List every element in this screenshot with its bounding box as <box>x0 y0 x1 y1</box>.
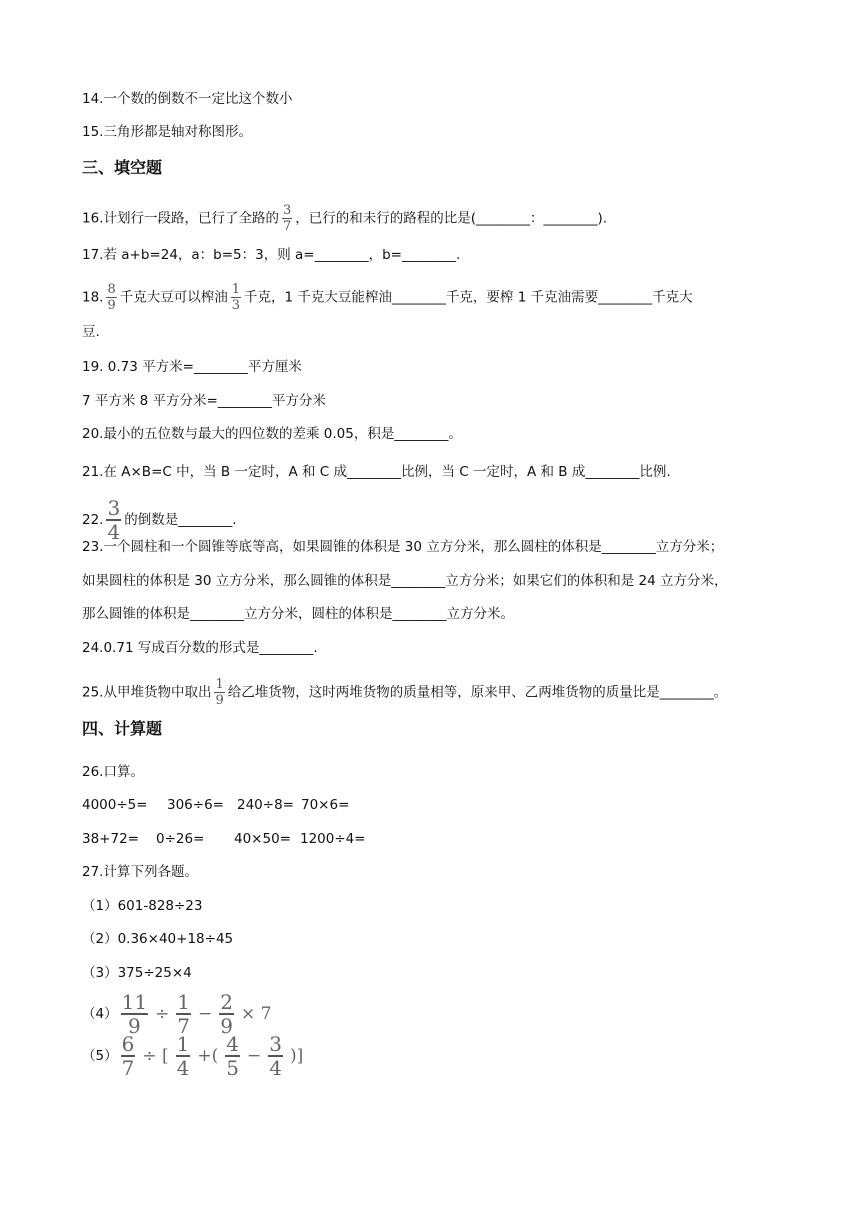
question-23-line-1: 23.一个圆柱和一个圆锥等底等高，如果圆锥的体积是 30 立方分米，那么圆柱的体积是________立方分米； <box>82 539 724 555</box>
question-24: 24.0.71 写成百分数的形式是________. <box>82 640 318 656</box>
fraction-11-9: $\frac{11}{9}$ <box>121 990 148 1038</box>
question-18-continuation: 豆. <box>82 324 100 340</box>
oral-item: 240÷8= <box>237 797 294 813</box>
fraction-6-7: $\frac{6}{7}$ <box>121 1032 135 1080</box>
question-15: 15.三角形都是轴对称图形。 <box>82 124 252 140</box>
calc-item-3: （3）375÷25×4 <box>82 965 192 981</box>
oral-row-1 <box>82 795 349 815</box>
section-heading-fill-in: 三、填空题 <box>82 158 163 177</box>
fraction-1-9: $\frac{1}{9}$ <box>215 677 224 708</box>
calc-item-5: （5） $\frac{6}{7}$ ÷ [ $\frac{1}{4}$ +( $\frac{4}{5}$ − $\frac{3}{4}$ )] <box>82 1032 304 1080</box>
fraction-3-4: $\frac{3}{4}$ <box>269 1032 282 1080</box>
calc-item-4: （4） $\frac{11}{9}$ ÷ $\frac{1}{7}$ − $\frac{2}{9}$ × 7 <box>82 990 272 1038</box>
oral-row-2 <box>82 829 366 849</box>
question-23-line-2: 如果圆柱的体积是 30 立方分米，那么圆锥的体积是________立方分米；如果它们的体积和是 24 立方分米， <box>82 573 728 589</box>
question-19-part-a: 19. 0.73 平方米=________平方厘米 <box>82 359 302 375</box>
oral-item: 38+72= <box>82 831 139 847</box>
question-26: 26.口算。 <box>82 764 144 780</box>
oral-item: 70×6= <box>301 797 350 813</box>
fraction-3-7: $\frac{3}{7}$ <box>282 203 292 234</box>
fraction-1-3: $\frac{1}{3}$ <box>231 282 241 313</box>
question-22: 22. $\frac{3}{4}$ 的倒数是________. <box>82 496 237 544</box>
question-21: 21.在 A×B=C 中，当 B 一定时，A 和 C 成________比例，当 C 一定时，A 和 B 成________比例. <box>82 464 671 480</box>
fraction-3-4: $\frac{3}{4}$ <box>107 496 121 544</box>
oral-item: 4000÷5= <box>82 797 148 813</box>
question-17: 17.若 a+b=24，a：b=5：3，则 a=________，b=________. <box>82 247 461 263</box>
fraction-4-5: $\frac{4}{5}$ <box>226 1032 239 1080</box>
question-23-line-3: 那么圆锥的体积是________立方分米，圆柱的体积是________立方分米。 <box>82 606 514 622</box>
question-14: 14.一个数的倒数不一定比这个数小 <box>82 91 293 107</box>
oral-item: 306÷6= <box>167 797 224 813</box>
question-18-number: 18. <box>82 289 104 306</box>
oral-item: 0÷26= <box>156 831 205 847</box>
oral-item: 1200÷4= <box>300 831 366 847</box>
fraction-2-9: $\frac{2}{9}$ <box>220 990 234 1038</box>
fraction-8-9: $\frac{8}{9}$ <box>107 282 116 313</box>
fraction-1-7: $\frac{1}{7}$ <box>177 990 191 1038</box>
question-27: 27.计算下列各题。 <box>82 864 198 880</box>
question-18: 18. $\frac{8}{9}$ 千克大豆可以榨油 $\frac{1}{3}$ 千克，1 千克大豆能榨油________千克，要榨 1 千克油需要________千克大 <box>82 282 693 313</box>
calc-item-2: （2）0.36×40+18÷45 <box>82 931 234 947</box>
calc-item-1: （1）601-828÷23 <box>82 898 203 914</box>
section-heading-calculation: 四、计算题 <box>82 719 163 738</box>
question-20: 20.最小的五位数与最大的四位数的差乘 0.05，积是________。 <box>82 426 462 442</box>
question-25: 25.从甲堆货物中取出 $\frac{1}{9}$ 给乙堆货物，这时两堆货物的质量相等，原来甲、乙两堆货物的质量比是________。 <box>82 677 728 708</box>
fraction-1-4: $\frac{1}{4}$ <box>176 1032 190 1080</box>
oral-item: 40×50= <box>234 831 291 847</box>
question-19-part-b: 7 平方米 8 平方分米=________平方分米 <box>82 393 326 409</box>
question-16: 16.计划行一段路，已行了全路的 $\frac{3}{7}$ ，已行的和未行的路程的比是(________：________). <box>82 203 608 234</box>
